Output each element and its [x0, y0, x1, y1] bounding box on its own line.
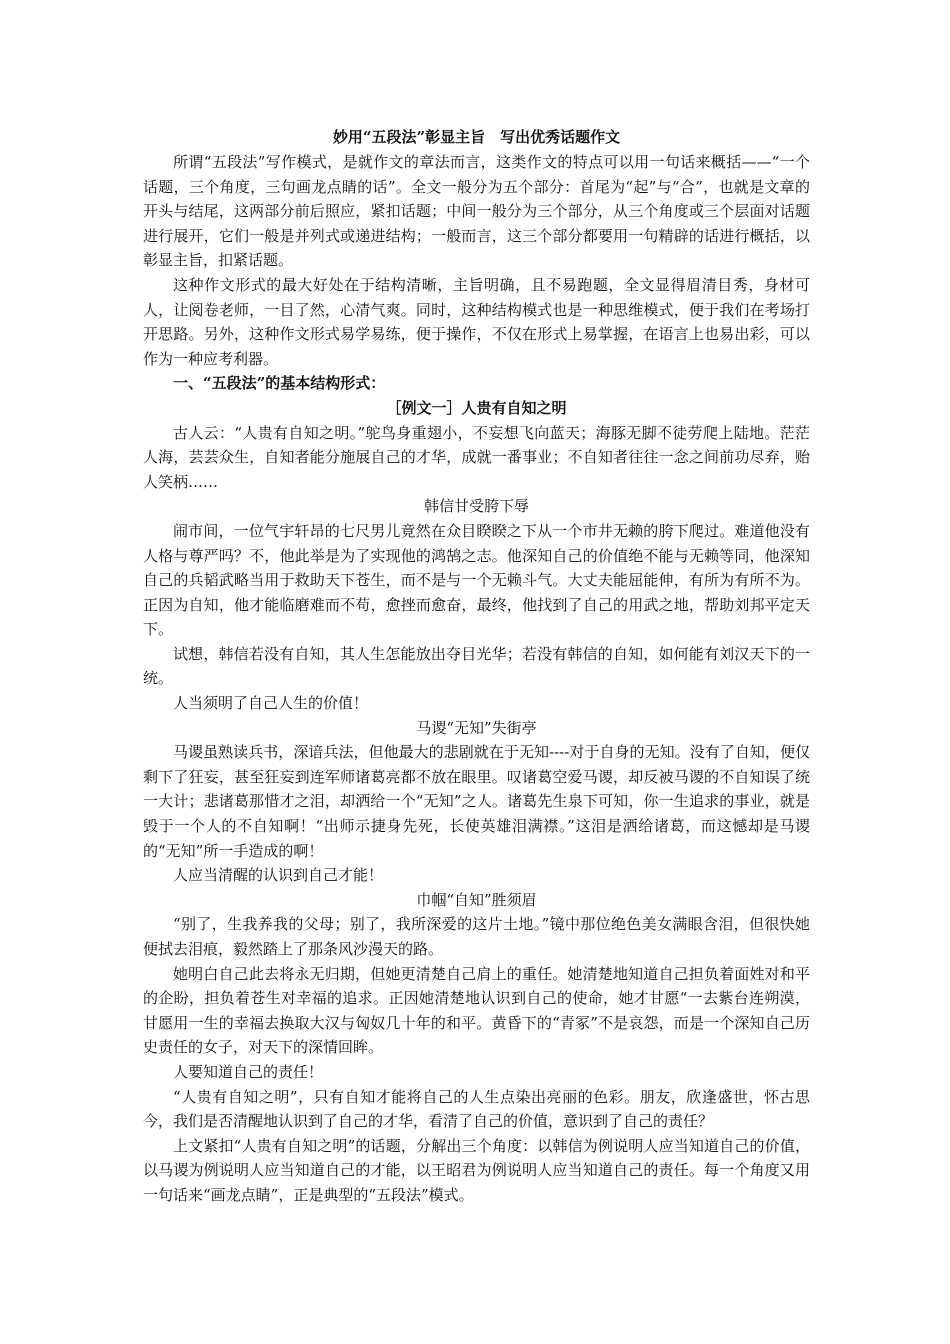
subheading-wang-zhaojun: 巾帼“自知”胜须眉 [416, 890, 537, 909]
example-heading: ［例文一］人贵有自知之明 [386, 398, 567, 417]
analysis-paragraph: 上文紧扣“人贵有自知之明”的话题，分解出三个角度：以韩信为例说明人应当知道自己的价值，以马谡为例说明人应当知道自己的才能，以王昭君为例说明人应当知道自己的责任。每一个角度又用一句话来“画龙点睛”，正是典型的“五段法”模式。 [143, 1136, 810, 1204]
intro-paragraph-1: 所谓“五段法”写作模式，是就作文的章法而言，这类作文的特点可以用一句话来概括——“一个话题，三个角度，三句画龙点睛的话”。全文一般分为五个部分：首尾为“起”与“合”，也就是文章的开头与结尾，这两部分前后照应，紧扣话题；中间一般分为三个部分，从三个角度或三个层面对话题进行展开，它们一般是并列式或递进结构；一般而言，这三个部分都要用一句精辟的话进行概括，以彰显主旨，扣紧话题。 [143, 153, 810, 270]
conclusion-paragraph: “人贵有自知之明”，只有自知才能将自己的人生点染出亮丽的色彩。朋友，欣逢盛世，怀古思今，我们是否清醒地认识到了自己的才华，看清了自己的价值，意识到了自己的责任？ [143, 1087, 810, 1131]
subheading-han-xin: 韩信甘受胯下辱 [423, 497, 529, 516]
han-xin-summary: 人当须明了自己人生的价值！ [173, 694, 369, 713]
wang-zhaojun-paragraph-1: “别了，生我养我的父母；别了，我所深爱的这片土地。”镜中那位绝色美女满眼含泪，但很快她便拭去泪痕，毅然踏上了那条风沙漫天的路。 [143, 915, 810, 958]
document-title: 妙用“五段法”彰显主旨 写出优秀话题作文 [332, 128, 621, 146]
document-page [143, 124, 810, 1208]
section-heading: 一、“五段法”的基本结构形式： [173, 374, 386, 393]
ma-su-paragraph-1: 马谡虽熟读兵书，深谙兵法，但他最大的悲剧就在于无知----对于自身的无知。没有了自知，便仅剩下了狂妄，甚至狂妄到连军师诸葛亮都不放在眼里。叹诸葛空爱马谡，却反被马谡的不自知误了统一大计；悲诸葛那惜才之泪，却洒给一个“无知”之人。诸葛先生泉下可知，你一生追求的事业，就是毁于一个人的不自知啊！“出师示捷身先死，长使英雄泪满襟。”这泪是洒给诸葛，而这憾却是马谡的“无知”所一手造成的啊！ [143, 743, 810, 860]
han-xin-paragraph-2: 试想，韩信若没有自知，其人生怎能放出夺目光华；若没有韩信的自知，如何能有刘汉天下的一统。 [143, 644, 810, 688]
example-opening-paragraph: 古人云：“人贵有自知之明。”鸵鸟身重翅小，不妄想飞向蓝天；海豚无脚不徒劳爬上陆地。茫茫人海，芸芸众生，自知者能分施展自己的才华，成就一番事业；不自知者往往一念之间前功尽弃，贻人笑柄…… [143, 423, 810, 491]
ma-su-summary: 人应当清醒的认识到自己才能！ [173, 866, 384, 885]
subheading-ma-su: 马谡“无知”失街亭 [416, 718, 537, 737]
wang-zhaojun-paragraph-2: 她明白自己此去将永无归期，但她更清楚自己肩上的重任。她清楚地知道自己担负着面姓对和平的企盼，担负着苍生对幸福的追求。正因她清楚地认识到自己的使命，她才甘愿“一去紫台连朔漠，甘愿用一生的幸福去换取大汉与匈奴几十年的和平。黄昏下的“青冢”不是哀怨，而是一个深知自己历史责任的女子，对天下的深情回眸。 [143, 964, 810, 1057]
han-xin-paragraph-1: 闹市间，一位气宇轩昂的七尺男儿竟然在众目睽睽之下从一个市井无赖的胯下爬过。难道他没有人格与尊严吗？不，他此举是为了实现他的鸿鹄之志。他深知自己的价值绝不能与无赖等同，他深知自己的兵韬武略当用于救助天下苍生，而不是与一个无赖斗气。大丈夫能屈能伸，有所为有所不为。正因为自知，他才能临磨难而不苟，愈挫而愈奋，最终，他找到了自己的用武之地，帮助刘邦平定天下。 [143, 521, 810, 639]
intro-paragraph-2: 这种作文形式的最大好处在于结构清晰，主旨明确，且不易跑题，全文显得眉清目秀，身材可人，让阅卷老师，一目了然，心清气爽。同时，这种结构模式也是一种思维模式，便于我们在考场打开思路。另外，这种作文形式易学易练，便于操作，不仅在形式上易掌握，在语言上也易出彩，可以作为一种应考利器。 [143, 275, 810, 368]
wang-zhaojun-summary: 人要知道自己的责任！ [173, 1062, 324, 1081]
